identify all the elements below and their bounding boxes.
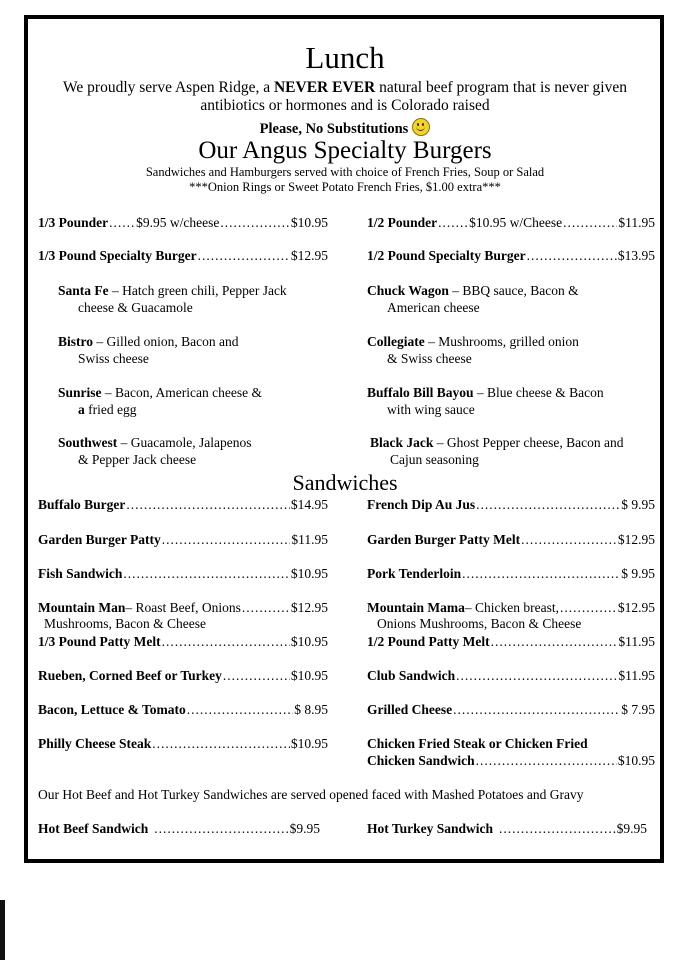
style-name: Southwest [58, 435, 118, 450]
item-name: 1/2 Pounder [367, 215, 438, 230]
menu-item-third-specialty [38, 248, 328, 264]
item-name: 1/3 Pound Patty Melt [38, 634, 161, 649]
intro-text: natural beef program that is never given [375, 79, 627, 96]
item-name: Garden Burger Patty Melt [367, 532, 521, 547]
item-name: 1/3 Pound Specialty Burger [38, 248, 197, 263]
item-price: $ 9.95 [621, 497, 655, 512]
burgers-note-2: ***Onion Rings or Sweet Potato French Fries, $1.00 extra*** [189, 180, 501, 194]
item-price: $12.95 [617, 600, 655, 615]
style-desc: – Ghost Pepper cheese, Bacon and [433, 435, 624, 450]
style-name: Sunrise [58, 385, 102, 400]
menu-item-chicken-fried-chicken [367, 753, 655, 769]
menu-item-hot-turkey [367, 821, 647, 837]
mountain-man-desc: Mushrooms, Bacon & Cheese [44, 616, 206, 631]
item-price: $9.95 [616, 821, 647, 836]
item-desc: – Roast Beef, Onions [125, 600, 241, 615]
item-name: 1/2 Pound Patty Melt [367, 634, 490, 649]
item-price: $10.95 [290, 736, 328, 751]
burger-style-chuck-wagon [367, 282, 579, 316]
style-desc: & Swiss cheese [387, 351, 472, 366]
item-name: Chicken Fried Steak or Chicken Fried [367, 736, 588, 751]
item-name: Mountain Man [38, 600, 126, 615]
intro-line-1 [0, 79, 690, 97]
item-name: Bacon, Lettuce & Tomato [38, 702, 186, 717]
style-desc: Cajun seasoning [390, 452, 479, 467]
item-name: Garden Burger Patty [38, 532, 161, 547]
style-name: Black Jack [370, 435, 434, 450]
item-price: $12.95 [290, 248, 328, 263]
item-price: $13.95 [617, 248, 655, 263]
item-name: Hot Turkey Sandwich [367, 821, 494, 836]
hot-sandwich-note: Our Hot Beef and Hot Turkey Sandwiches are served opened faced with Mashed Potatoes and Gravy [38, 787, 584, 802]
item-price: $11.95 [618, 634, 655, 649]
item-name: 1/3 Pounder [38, 215, 109, 230]
item-price: $ 8.95 [294, 702, 328, 717]
item-price: $11.95 [291, 532, 328, 547]
no-substitutions-text: Please, No Substitutions [259, 121, 409, 137]
menu-item-buffalo-burger [38, 497, 328, 513]
style-desc: with wing sauce [387, 402, 475, 417]
style-desc-bold: a [78, 402, 85, 417]
item-price: $14.95 [290, 497, 328, 512]
item-price: $12.95 [290, 600, 328, 615]
menu-item-third-pounder [38, 215, 328, 231]
mountain-mama-desc: Onions Mushrooms, Bacon & Cheese [377, 616, 582, 631]
page-title: Lunch [305, 40, 385, 75]
item-name: Fish Sandwich [38, 566, 123, 581]
burger-style-sunrise [58, 384, 262, 418]
style-desc: Swiss cheese [78, 351, 149, 366]
menu-item-garden-burger-patty [38, 532, 328, 548]
menu-item-mountain-mama [367, 600, 655, 616]
menu-item-half-specialty [367, 248, 655, 264]
menu-item-blt [38, 702, 328, 718]
style-desc: – Guacamole, Jalapenos [117, 435, 252, 450]
item-name: Buffalo Burger [38, 497, 126, 512]
item-name: Hot Beef Sandwich [38, 821, 149, 836]
style-desc: – BBQ sauce, Bacon & [448, 283, 579, 298]
menu-item-garden-burger-patty-melt [367, 532, 655, 548]
intro-line-2: antibiotics or hormones and is Colorado raised [200, 97, 490, 114]
intro-bold: NEVER EVER [273, 79, 376, 96]
menu-item-half-pound-patty-melt [367, 634, 655, 650]
menu-item-french-dip [367, 497, 655, 513]
menu-item-club-sandwich [367, 668, 655, 684]
burger-style-southwest [58, 434, 251, 468]
style-desc: fried egg [84, 402, 137, 417]
menu-item-half-pounder [367, 215, 655, 231]
intro-text: We proudly serve Aspen Ridge, a [63, 79, 274, 96]
item-name: Pork Tenderloin [367, 566, 462, 581]
style-desc: – Mushrooms, grilled onion [424, 334, 579, 349]
item-name: French Dip Au Jus [367, 497, 476, 512]
item-price: $12.95 [617, 532, 655, 547]
style-name: Buffalo Bill Bayou [367, 385, 474, 400]
burger-style-santa-fe [58, 282, 287, 316]
item-cheese-price: $10.95 w/Cheese [469, 215, 563, 230]
burgers-heading: Our Angus Specialty Burgers [198, 137, 492, 164]
sandwiches-heading: Sandwiches [292, 470, 398, 495]
no-substitutions [0, 118, 690, 138]
item-price: $9.95 [289, 821, 320, 836]
burger-style-collegiate [367, 333, 579, 367]
item-name: Chicken Sandwich [367, 753, 475, 768]
item-price: $ 7.95 [621, 702, 655, 717]
item-price: $10.95 [290, 668, 328, 683]
item-price: $11.95 [618, 215, 655, 230]
burger-style-black-jack [370, 434, 623, 468]
menu-item-rueben [38, 668, 328, 684]
style-desc: – Bacon, American cheese & [101, 385, 262, 400]
menu-item-philly-cheese-steak [38, 736, 328, 752]
menu-item-mountain-man [38, 600, 328, 616]
style-name: Collegiate [367, 334, 425, 349]
item-name: 1/2 Pound Specialty Burger [367, 248, 526, 263]
smiley-icon [412, 118, 430, 136]
style-name: Bistro [58, 334, 94, 349]
scan-edge-mark [0, 900, 5, 960]
item-cheese-price: $9.95 w/cheese [136, 215, 220, 230]
item-price: $10.95 [290, 215, 328, 230]
style-name: Santa Fe [58, 283, 109, 298]
item-price: $10.95 [290, 566, 328, 581]
style-desc: cheese & Guacamole [78, 300, 193, 315]
style-desc: & Pepper Jack cheese [78, 452, 197, 467]
item-price: $11.95 [618, 668, 655, 683]
menu-item-grilled-cheese [367, 702, 655, 718]
item-desc: – Chicken breast, [464, 600, 559, 615]
item-price: $10.95 [617, 753, 655, 768]
style-desc: American cheese [387, 300, 480, 315]
burger-style-bistro [58, 333, 239, 367]
burgers-note-1: Sandwiches and Hamburgers served with choice of French Fries, Soup or Salad [145, 165, 545, 179]
style-desc: – Hatch green chili, Pepper Jack [108, 283, 287, 298]
burger-style-buffalo-bill-bayou [367, 384, 604, 418]
item-price: $10.95 [290, 634, 328, 649]
style-name: Chuck Wagon [367, 283, 449, 298]
style-desc: – Gilled onion, Bacon and [93, 334, 239, 349]
style-desc: – Blue cheese & Bacon [473, 385, 604, 400]
item-name: Grilled Cheese [367, 702, 453, 717]
menu-item-fish-sandwich [38, 566, 328, 582]
item-price: $ 9.95 [621, 566, 655, 581]
item-name: Club Sandwich [367, 668, 456, 683]
item-name: Rueben, Corned Beef or Turkey [38, 668, 222, 683]
menu-item-pork-tenderloin [367, 566, 655, 582]
item-name: Mountain Mama [367, 600, 465, 615]
menu-item-hot-beef [38, 821, 320, 837]
menu-item-third-pound-patty-melt [38, 634, 328, 650]
item-name: Philly Cheese Steak [38, 736, 152, 751]
menu-item-chicken-fried-steak [367, 736, 655, 752]
